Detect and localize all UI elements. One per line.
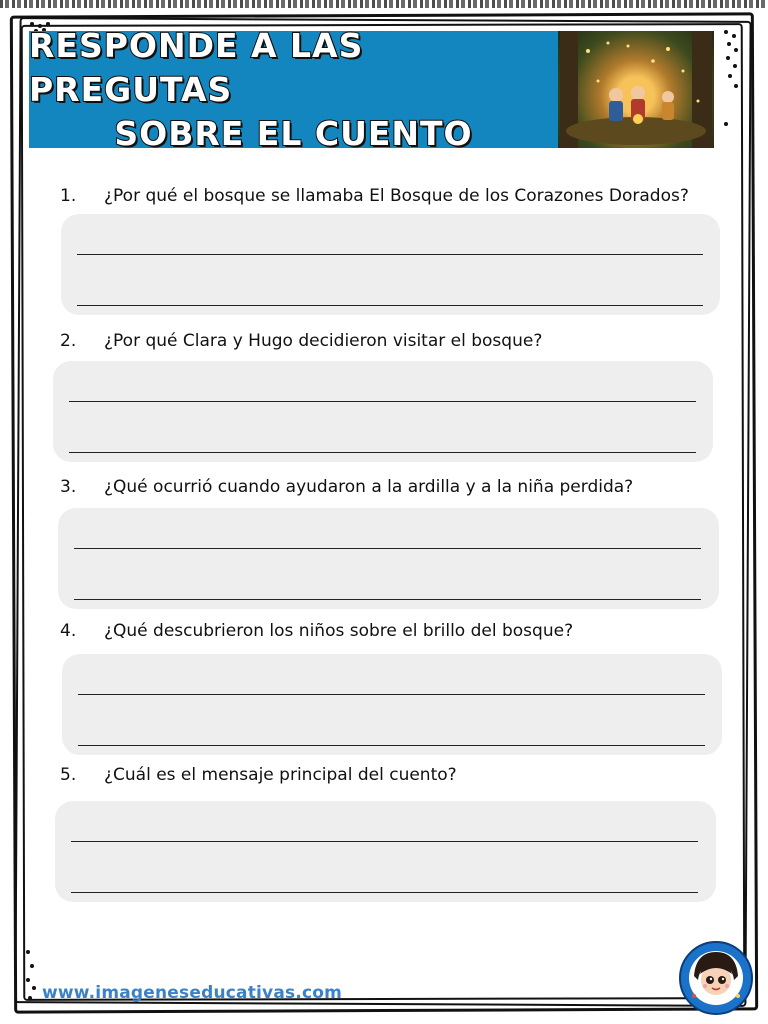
answer-line: [78, 694, 705, 695]
question-4-number: 4.: [60, 621, 77, 641]
answer-line: [78, 745, 705, 746]
banner-title-line-2: SOBRE EL CUENTO: [114, 113, 473, 153]
question-2-text: ¿Por qué Clara y Hugo decidieron visitar el bosque?: [104, 331, 543, 351]
forest-children-illustration-icon: [558, 31, 714, 148]
answer-box-5[interactable]: [55, 801, 716, 902]
answer-line: [71, 892, 698, 893]
answer-line: [71, 841, 698, 842]
banner-title-line-1: RESPONDE A LAS PREGUTAS: [29, 25, 364, 109]
answer-box-2[interactable]: [53, 361, 713, 462]
footer-website-link[interactable]: www.imageneseducativas.com: [42, 983, 343, 1003]
answer-line: [74, 599, 701, 600]
question-1-number: 1.: [60, 186, 77, 206]
answer-line: [74, 548, 701, 549]
answer-line: [77, 254, 703, 255]
question-5-text: ¿Cuál es el mensaje principal del cuento?: [104, 765, 457, 785]
answer-line: [69, 452, 696, 453]
question-1-text: ¿Por qué el bosque se llamaba El Bosque de los Corazones Dorados?: [104, 186, 689, 206]
question-5-number: 5.: [60, 765, 77, 785]
question-4-text: ¿Qué descubrieron los niños sobre el brillo del bosque?: [104, 621, 574, 641]
top-cropped-strip: [0, 0, 768, 8]
question-2-number: 2.: [60, 331, 77, 351]
imageneseducativas-logo-icon: [678, 940, 754, 1016]
answer-box-4[interactable]: [62, 654, 722, 755]
answer-box-3[interactable]: [58, 508, 719, 609]
answer-line: [69, 401, 696, 402]
answer-line: [77, 305, 703, 306]
question-3-text: ¿Qué ocurrió cuando ayudaron a la ardilla y a la niña perdida?: [104, 477, 634, 497]
answer-box-1[interactable]: [61, 214, 720, 315]
question-3-number: 3.: [60, 477, 77, 497]
title-banner: [29, 25, 558, 153]
